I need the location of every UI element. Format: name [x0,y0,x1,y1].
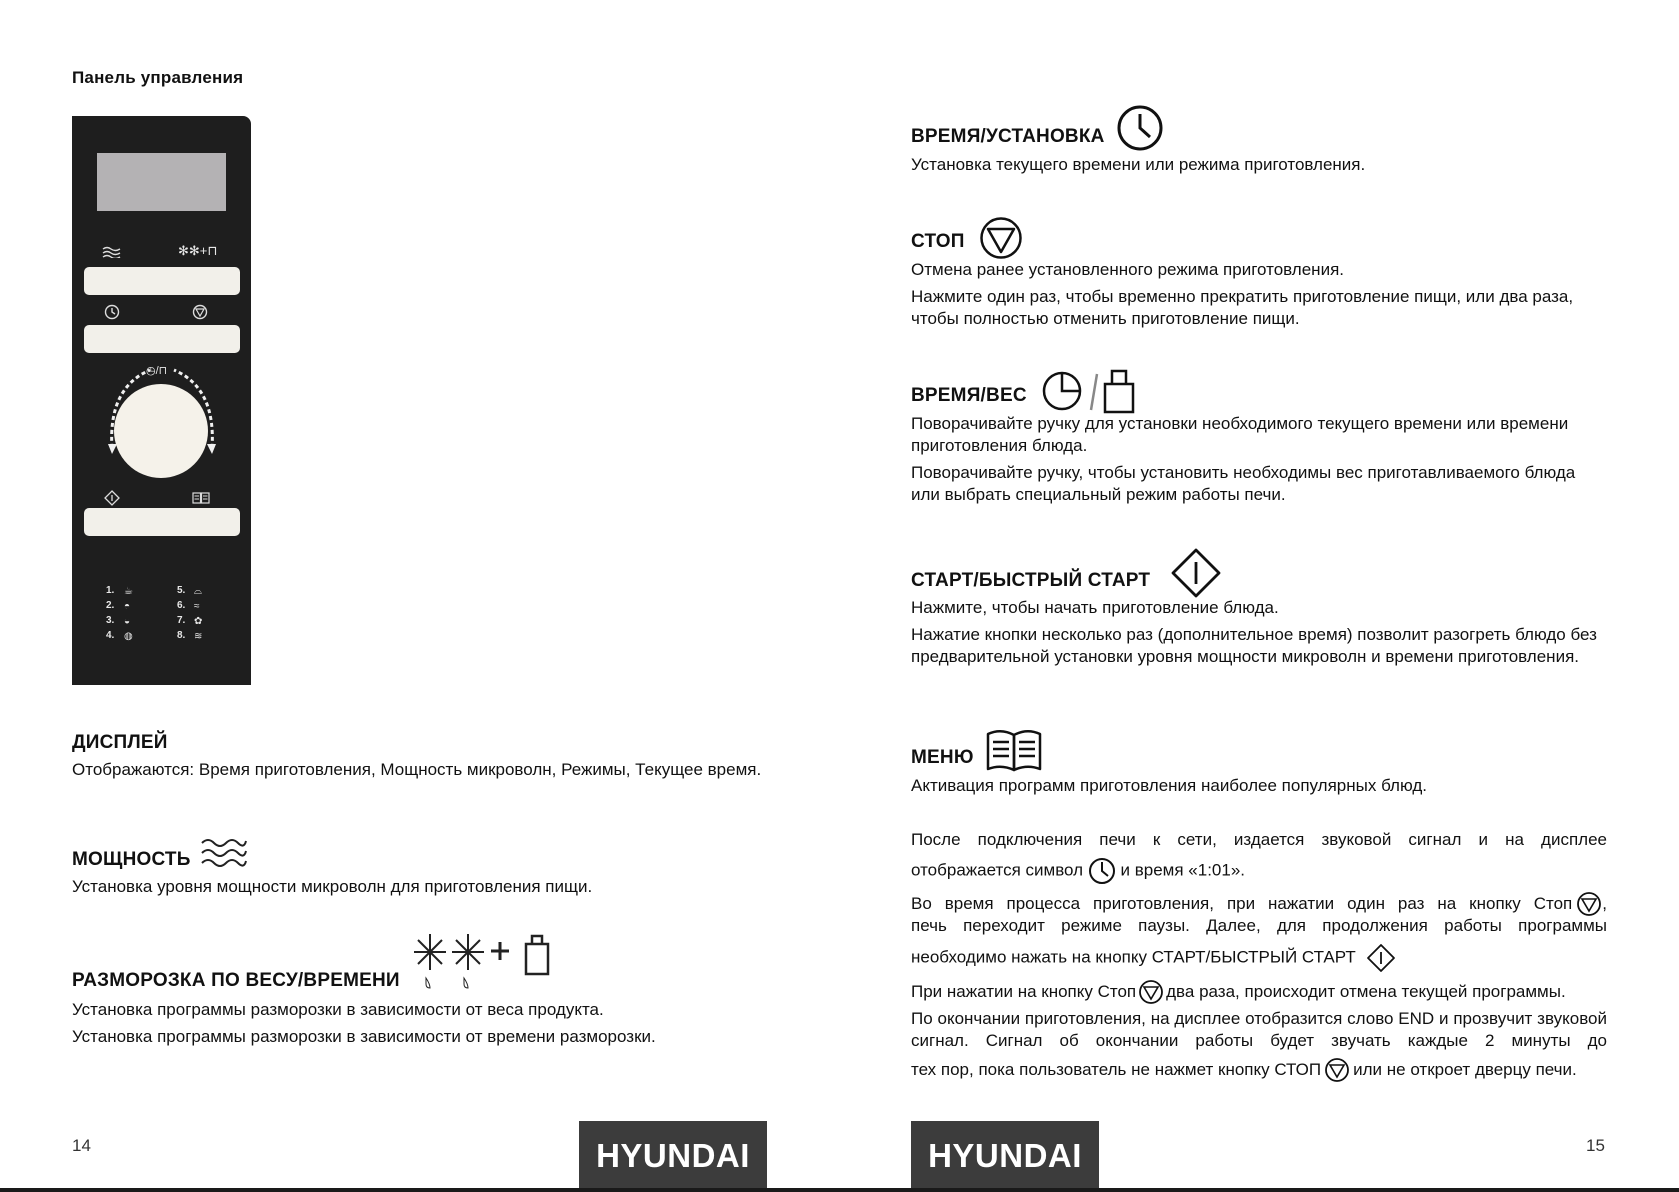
stop-icon [1138,979,1164,1005]
waves-icon [200,836,248,870]
program-item: 6. [177,600,186,611]
start-heading: СТАРТ/БЫСТРЫЙ СТАРТ [911,570,1151,591]
note-text: , [1602,894,1607,913]
stop-icon [1324,1057,1350,1083]
power-text: Установка уровня мощности микроволн для приготовления пищи. [72,877,593,896]
start-icon [1170,547,1222,599]
note-pause-line2: печь переходит режиме паузы. Далее, для продолжения работы программы [911,916,1607,935]
clock-icon [104,304,120,320]
note-cancel-line [911,979,1607,1005]
defrost-text-weight: Установка программы разморозки в зависимости от веса продукта. [72,1000,604,1019]
note-text: При нажатии на кнопку Стоп [911,982,1137,1001]
stop-heading: СТОП [911,231,965,252]
bottom-rule [0,1188,1679,1192]
program-item: 2. [106,600,115,611]
page-number-right: 15 [1586,1136,1605,1155]
page-number-left: 14 [72,1136,91,1155]
note-pause-line1 [911,891,1607,917]
book-icon [984,728,1044,774]
program-icons-right: ⌓ ≈ ✿ ≋ [194,586,203,642]
program-item: 3. [106,615,115,626]
control-panel [72,116,251,685]
note-connect-line2 [911,857,1245,885]
menu-heading: МЕНЮ [911,747,974,768]
note-text: и время «1:01». [1120,860,1246,880]
program-item: 1. [106,585,115,596]
note-end-line3 [911,1057,1577,1083]
start-icon [104,490,120,506]
stop-text-press: Нажмите один раз, чтобы временно прекратить приготовление пищи, или два раза, чтобы полностью отменить приготовление пищи. [911,287,1574,328]
time-setting-heading: ВРЕМЯ/УСТАНОВКА [911,126,1105,147]
time-setting-text: Установка текущего времени или режима приготовления. [911,155,1366,174]
note-end-text: По окончании приготовления, на дисплее отобразится слово END и прозвучит звуковой сигнал. Сигнал об окончании работы будет звучать каждые 2 минуты до [911,1009,1607,1050]
program-list-left [106,583,114,643]
note-text: или не откроет дверцу печи. [1353,1060,1577,1079]
hyundai-logo-right: HYUNDAI [911,1121,1099,1191]
weight-icon [1041,368,1137,414]
defrost-snowflake-icon: ✻✻+⊓ [178,243,218,258]
display-text: Отображаются: Время приготовления, Мощность микроволн, Режимы, Текущее время. [72,760,762,779]
note-text: тех пор, пока пользователь не нажмет кнопку СТОП [911,1060,1322,1079]
power-defrost-button[interactable] [84,267,240,295]
start-text-press: Нажмите, чтобы начать приготовление блюда. [911,598,1279,617]
note-text: необходимо нажать на кнопку СТАРТ/БЫСТРЫЙ СТАРТ [911,947,1356,967]
start-icon [1366,943,1396,973]
power-waves-icon [102,246,122,258]
note-text: Во время процесса приготовления, при нажатии один раз на кнопку Стоп [911,894,1573,913]
note-connect-line1: После подключения печи к сети, издается звуковой сигнал и на дисплее [911,830,1607,849]
program-list-right [177,583,185,643]
time-weight-text-weight: Поворачивайте ручку, чтобы установить необходимы вес приготавливаемого блюда или выбрать специальный режим работы печи. [911,463,1576,504]
display-window [97,153,226,211]
defrost-text-time: Установка программы разморозки в зависимости от времени разморозки. [72,1027,656,1046]
note-text: два раза, происходит отмена текущей программы. [1166,982,1566,1001]
power-heading: МОЩНОСТЬ [72,849,191,870]
note-text: отображается символ [911,860,1084,880]
program-item: 7. [177,615,186,626]
clock-icon [1088,857,1116,885]
note-pause-line3 [911,943,1396,973]
stop-text-cancel: Отмена ранее установленного режима приготовления. [911,260,1344,279]
time-weight-icon: ◷/⊓ [146,365,168,377]
display-heading: ДИСПЛЕЙ [72,732,168,753]
time-weight-text-time: Поворачивайте ручку для установки необходимого текущего времени или времени приготовления блюда. [911,414,1569,455]
start-text-quick: Нажатие кнопки несколько раз (дополнительное время) позволит разогреть блюдо без предварительной установки уровня мощности микроволн и времени приготовления. [911,625,1597,666]
menu-text: Активация программ приготовления наиболее популярных блюд. [911,776,1427,795]
stop-icon [1576,891,1602,917]
program-item: 5. [177,585,186,596]
clock-icon [1116,104,1164,152]
time-weight-heading: ВРЕМЯ/ВЕС [911,385,1027,406]
book-icon [192,491,210,505]
hyundai-logo-left: HYUNDAI [579,1121,767,1191]
control-knob[interactable] [114,384,208,478]
page-title: Панель управления [72,68,244,87]
stop-icon [979,216,1023,260]
program-icons-left: ☕ ◓ ◒ ◍ [124,586,133,642]
snowflake-icon [410,930,556,992]
program-item: 8. [177,630,186,641]
program-item: 4. [106,630,115,641]
start-menu-button[interactable] [84,508,240,536]
defrost-heading: РАЗМОРОЗКА ПО ВЕСУ/ВРЕМЕНИ [72,970,400,991]
stop-icon [192,304,208,320]
